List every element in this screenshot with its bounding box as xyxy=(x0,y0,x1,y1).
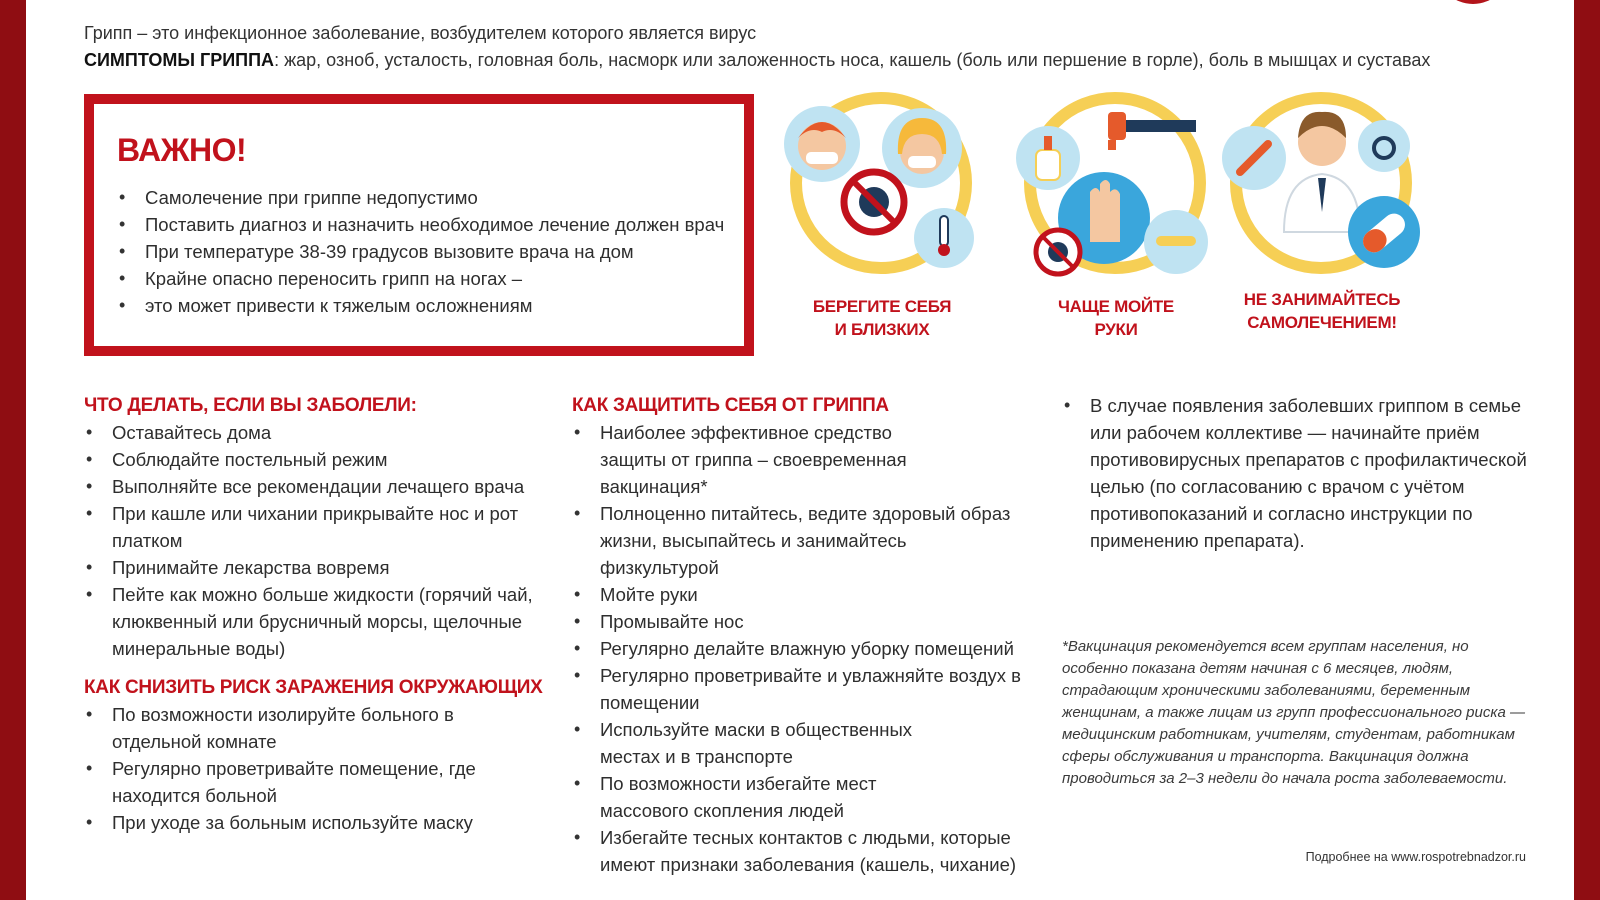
list-item: • это может привести к тяжелым осложнениям xyxy=(117,292,747,319)
icon-caption xyxy=(1202,288,1442,334)
caption-line: И БЛИЗКИХ xyxy=(834,320,930,339)
list-item: • Наиболее эффективное средство защиты от гриппа – своевременная вакцинация* xyxy=(572,419,1022,500)
column-sick xyxy=(84,392,544,836)
list-item: • Используйте маски в общественных местах и в транспорте xyxy=(572,716,1022,770)
doctor-icon xyxy=(1222,92,1442,292)
icon-group-family xyxy=(782,92,982,347)
icon-caption xyxy=(996,295,1236,341)
list-item: • Оставайтесь дома xyxy=(84,419,544,446)
intro xyxy=(84,20,1524,74)
list-item: • При температуре 38-39 градусов вызовите врача на дом xyxy=(117,238,747,265)
section-title: КАК ЗАЩИТИТЬ СЕБЯ ОТ ГРИППА xyxy=(572,395,889,416)
important-list xyxy=(117,184,747,319)
symptoms-text: : жар, озноб, усталость, головная боль, насморк или заложенность носа, кашель (боль или першение в горле), боль в мышцах и суставах xyxy=(274,50,1431,70)
icon-group-doctor xyxy=(1222,92,1422,347)
list-item: • Регулярно проветривайте помещение, где находится больной xyxy=(84,755,484,809)
column-protect xyxy=(572,392,1022,878)
symptoms-title: СИМПТОМЫ ГРИППА xyxy=(84,50,275,70)
list-item: • Самолечение при гриппе недопустимо xyxy=(117,184,747,211)
important-title: ВАЖНО! xyxy=(117,132,247,168)
intro-line: Грипп – это инфекционное заболевание, возбудителем которого является вирус xyxy=(84,23,757,43)
list-item: • Выполняйте все рекомендации лечащего врача xyxy=(84,473,544,500)
list-item: • Поставить диагноз и назначить необходимое лечение должен врач xyxy=(117,211,747,238)
list-item: • Полноценно питайтесь, ведите здоровый образ жизни, высыпайтесь и занимайтесь физкультурой xyxy=(572,500,1022,581)
handwash-icon xyxy=(1016,92,1236,292)
family-list xyxy=(1062,392,1532,554)
list-item: • Регулярно проветривайте и увлажняйте воздух в помещении xyxy=(572,662,1022,716)
list-item: • Пейте как можно больше жидкости (горячий чай, клюквенный или брусничный морсы, щелочные минеральные воды) xyxy=(84,581,544,662)
list-item: • Крайне опасно переносить грипп на ногах – xyxy=(117,265,747,292)
important-box xyxy=(84,94,754,356)
sick-list xyxy=(84,419,544,662)
more-info-link[interactable]: Подробнее на www.rospotrebnadzor.ru xyxy=(1305,850,1526,864)
caption-line: НЕ ЗАНИМАЙТЕСЬ xyxy=(1243,290,1401,309)
list-item: • Принимайте лекарства вовремя xyxy=(84,554,544,581)
symptoms-line xyxy=(84,47,1524,74)
list-item: • По возможности избегайте мест массового скопления людей xyxy=(572,770,1022,824)
corner-stamp xyxy=(1436,0,1510,4)
list-item: • В случае появления заболевших гриппом в семье или рабочем коллективе — начинайте приём противовирусных препаратов с профилактической целью (по согласованию с врачом с учётом противопоказаний и согласно инструкции по применению препарата). xyxy=(1062,392,1532,554)
section-title: ЧТО ДЕЛАТЬ, ЕСЛИ ВЫ ЗАБОЛЕЛИ: xyxy=(84,395,417,416)
caption-line: САМОЛЕЧЕНИЕМ! xyxy=(1247,313,1397,332)
column-family xyxy=(1062,392,1532,554)
vaccination-footnote: *Вакцинация рекомендуется всем группам населения, но особенно показана детям начиная с 6 месяцев, людям, страдающим хроническими заболеваниями, беременным женщинам, а также лицам из групп профессионального риска — медицинским работникам, учителям, студентам, работникам сферы обслуживания и транспорта. Вакцинация должна проводиться за 2–3 недели до начала роста заболеваемости. xyxy=(1062,638,1525,787)
caption-line: ЧАЩЕ МОЙТЕ xyxy=(1058,297,1174,316)
caption-line: БЕРЕГИТЕ СЕБЯ xyxy=(812,297,952,316)
caption-line: РУКИ xyxy=(1094,320,1138,339)
section-title: КАК СНИЗИТЬ РИСК ЗАРАЖЕНИЯ ОКРУЖАЮЩИХ xyxy=(84,677,543,698)
list-item: • По возможности изолируйте больного в отдельной комнате xyxy=(84,701,484,755)
icon-group-handwash xyxy=(1016,92,1216,347)
protect-list xyxy=(572,419,1022,878)
reduce-list xyxy=(84,701,484,836)
list-item: • При кашле или чихании прикрывайте нос и рот платком xyxy=(84,500,544,554)
family-icon xyxy=(782,92,982,292)
icon-caption xyxy=(762,295,1002,341)
list-item: • Избегайте тесных контактов с людьми, которые имеют признаки заболевания (кашель, чихание) xyxy=(572,824,1022,878)
list-item: • Промывайте нос xyxy=(572,608,1022,635)
list-item: • Регулярно делайте влажную уборку помещений xyxy=(572,635,1022,662)
flyer-page xyxy=(26,0,1574,900)
list-item: • Мойте руки xyxy=(572,581,1022,608)
list-item: • При уходе за больным используйте маску xyxy=(84,809,484,836)
list-item: • Соблюдайте постельный режим xyxy=(84,446,544,473)
